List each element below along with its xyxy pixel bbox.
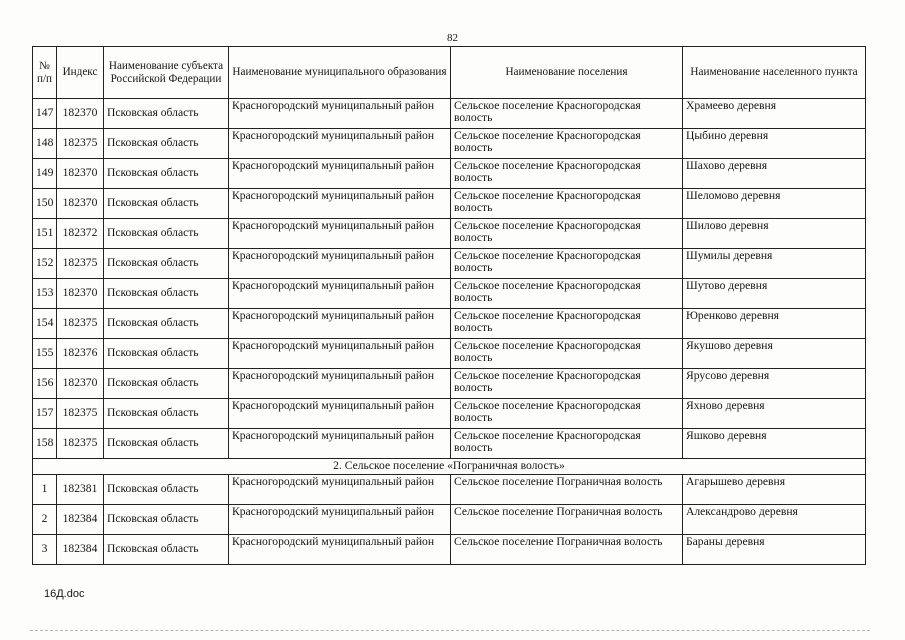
table-row (33, 505, 866, 535)
cell-settlement: Сельское поселение Красногородская волость (451, 159, 683, 189)
localities-table (32, 46, 866, 565)
cell-region: Псковская область (104, 279, 229, 309)
cell-settlement: Сельское поселение Красногородская волость (451, 399, 683, 429)
cell-num: 151 (33, 219, 57, 249)
header-locality: Наименование населенного пункта (683, 47, 866, 99)
cell-locality: Бараны деревня (683, 535, 866, 565)
header-region: Наименование субъекта Российской Федерации (104, 47, 229, 99)
cell-num: 148 (33, 129, 57, 159)
cell-municipality: Красногородский муниципальный район (229, 99, 451, 129)
cell-municipality: Красногородский муниципальный район (229, 505, 451, 535)
cell-locality: Александрово деревня (683, 505, 866, 535)
cell-num: 150 (33, 189, 57, 219)
cell-index: 182370 (57, 189, 104, 219)
cell-num: 149 (33, 159, 57, 189)
section-header-row (33, 459, 866, 475)
cell-locality: Ярусово деревня (683, 369, 866, 399)
cell-settlement: Сельское поселение Красногородская волость (451, 279, 683, 309)
cell-index: 182384 (57, 535, 104, 565)
cell-index: 182370 (57, 159, 104, 189)
cell-num: 155 (33, 339, 57, 369)
cell-region: Псковская область (104, 159, 229, 189)
table-row (33, 99, 866, 129)
cell-index: 182372 (57, 219, 104, 249)
table-row (33, 189, 866, 219)
cell-index: 182370 (57, 99, 104, 129)
cell-num: 158 (33, 429, 57, 459)
cell-num: 1 (33, 475, 57, 505)
cell-index: 182375 (57, 129, 104, 159)
table-row (33, 249, 866, 279)
cell-index: 182375 (57, 429, 104, 459)
cell-num: 157 (33, 399, 57, 429)
table-row (33, 309, 866, 339)
cell-locality: Юренково деревня (683, 309, 866, 339)
table-row (33, 159, 866, 189)
cell-index: 182370 (57, 279, 104, 309)
table-row (33, 399, 866, 429)
cell-num: 153 (33, 279, 57, 309)
header-settlement: Наименование поселения (451, 47, 683, 99)
cell-locality: Шутово деревня (683, 279, 866, 309)
cell-locality: Яшково деревня (683, 429, 866, 459)
cell-settlement: Сельское поселение Красногородская волость (451, 129, 683, 159)
cell-municipality: Красногородский муниципальный район (229, 129, 451, 159)
document-footer-filename: 16Д.doc (44, 588, 85, 600)
cell-municipality: Красногородский муниципальный район (229, 429, 451, 459)
cell-locality: Шахово деревня (683, 159, 866, 189)
cell-municipality: Красногородский муниципальный район (229, 279, 451, 309)
cell-num: 2 (33, 505, 57, 535)
cell-settlement: Сельское поселение Пограничная волость (451, 535, 683, 565)
section-title: 2. Сельское поселение «Пограничная волость» (33, 459, 866, 475)
cell-index: 182370 (57, 369, 104, 399)
table-row (33, 339, 866, 369)
table-row (33, 279, 866, 309)
page-number: 82 (447, 32, 458, 44)
cell-region: Псковская область (104, 249, 229, 279)
cell-region: Псковская область (104, 505, 229, 535)
cell-municipality: Красногородский муниципальный район (229, 475, 451, 505)
cell-locality: Яхново деревня (683, 399, 866, 429)
cell-num: 147 (33, 99, 57, 129)
cell-municipality: Красногородский муниципальный район (229, 399, 451, 429)
table-row (33, 369, 866, 399)
cell-municipality: Красногородский муниципальный район (229, 249, 451, 279)
cell-municipality: Красногородский муниципальный район (229, 339, 451, 369)
table-row (33, 535, 866, 565)
cell-index: 182375 (57, 399, 104, 429)
cell-region: Псковская область (104, 189, 229, 219)
cell-settlement: Сельское поселение Красногородская волость (451, 99, 683, 129)
cell-index: 182376 (57, 339, 104, 369)
cell-settlement: Сельское поселение Красногородская волость (451, 189, 683, 219)
cell-region: Псковская область (104, 339, 229, 369)
cell-municipality: Красногородский муниципальный район (229, 309, 451, 339)
table-row (33, 429, 866, 459)
cell-region: Псковская область (104, 399, 229, 429)
table-header-row (33, 47, 866, 99)
cell-region: Псковская область (104, 99, 229, 129)
cell-settlement: Сельское поселение Пограничная волость (451, 475, 683, 505)
cell-locality: Шумилы деревня (683, 249, 866, 279)
cell-region: Псковская область (104, 129, 229, 159)
cell-settlement: Сельское поселение Красногородская волость (451, 219, 683, 249)
cell-locality: Якушово деревня (683, 339, 866, 369)
cell-num: 154 (33, 309, 57, 339)
cell-locality: Агарышево деревня (683, 475, 866, 505)
cell-settlement: Сельское поселение Красногородская волость (451, 249, 683, 279)
cell-municipality: Красногородский муниципальный район (229, 369, 451, 399)
cell-region: Псковская область (104, 475, 229, 505)
cell-locality: Шилово деревня (683, 219, 866, 249)
cell-index: 182375 (57, 309, 104, 339)
cell-municipality: Красногородский муниципальный район (229, 219, 451, 249)
cell-municipality: Красногородский муниципальный район (229, 535, 451, 565)
cell-region: Псковская область (104, 535, 229, 565)
cell-index: 182381 (57, 475, 104, 505)
cell-num: 3 (33, 535, 57, 565)
table-row (33, 475, 866, 505)
cell-region: Псковская область (104, 369, 229, 399)
header-num: № п/п (33, 47, 57, 99)
cell-settlement: Сельское поселение Красногородская волость (451, 309, 683, 339)
cell-region: Псковская область (104, 429, 229, 459)
table-row (33, 219, 866, 249)
cell-settlement: Сельское поселение Пограничная волость (451, 505, 683, 535)
scan-edge-line (30, 630, 870, 632)
cell-region: Псковская область (104, 219, 229, 249)
cell-settlement: Сельское поселение Красногородская волость (451, 369, 683, 399)
header-index: Индекс (57, 47, 104, 99)
cell-locality: Храмеево деревня (683, 99, 866, 129)
header-municipality: Наименование муниципального образования (229, 47, 451, 99)
cell-municipality: Красногородский муниципальный район (229, 159, 451, 189)
cell-region: Псковская область (104, 309, 229, 339)
document-table-container (32, 46, 865, 565)
cell-index: 182375 (57, 249, 104, 279)
table-row (33, 129, 866, 159)
cell-locality: Шеломово деревня (683, 189, 866, 219)
cell-locality: Цыбино деревня (683, 129, 866, 159)
cell-num: 152 (33, 249, 57, 279)
cell-index: 182384 (57, 505, 104, 535)
cell-municipality: Красногородский муниципальный район (229, 189, 451, 219)
cell-settlement: Сельское поселение Красногородская волость (451, 429, 683, 459)
cell-num: 156 (33, 369, 57, 399)
cell-settlement: Сельское поселение Красногородская волость (451, 339, 683, 369)
